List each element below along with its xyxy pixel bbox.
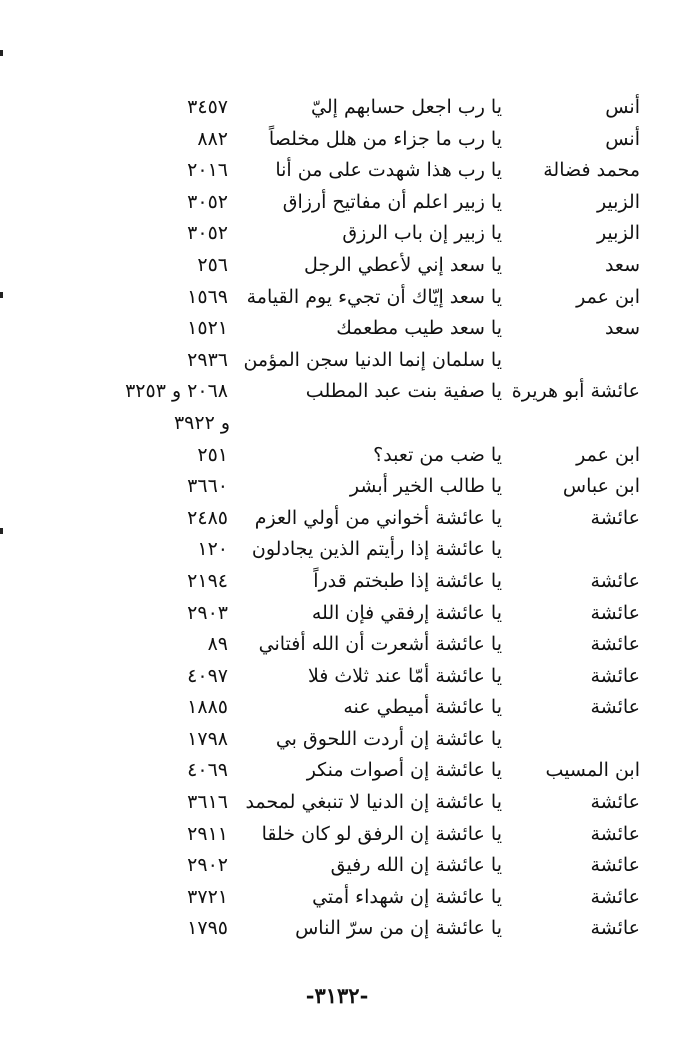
hadith-number: ١٧٩٥ — [187, 917, 228, 940]
narrator-name: عائشة — [590, 791, 640, 814]
index-row — [0, 913, 674, 945]
index-row — [0, 471, 674, 503]
hadith-opening: يا عائشة إن أردت اللحوق بي — [275, 727, 502, 750]
narrator-name: أنس — [605, 96, 640, 118]
hadith-number: ٨٨٢ — [197, 127, 228, 150]
hadith-number: ٣٧٢١ — [187, 885, 228, 908]
hadith-number: و ٣٩٢٢ — [173, 411, 230, 434]
hadith-number: ٢٠١٦ — [187, 159, 228, 182]
hadith-opening: يا عائشة إذا رأيتم الذين يجادلون — [251, 538, 502, 561]
hadith-number: ١٥٦٩ — [187, 285, 228, 308]
hadith-number: ٢٠٦٨ و ٣٢٥٣ — [125, 380, 228, 403]
hadith-number: ١٢٠ — [197, 538, 228, 561]
hadith-opening: يا سلمان إنما الدنيا سجن المؤمن — [243, 348, 502, 371]
hadith-opening: يا زبير اعلم أن مفاتيح أرزاق — [282, 190, 502, 213]
index-table — [0, 92, 674, 945]
narrator-name: عائشة — [590, 854, 640, 877]
narrator-name: عائشة — [590, 633, 640, 656]
narrator-name: عائشة — [590, 664, 640, 687]
index-row — [0, 661, 674, 693]
hadith-number: ٣٦١٦ — [187, 791, 228, 814]
hadith-number: ١٨٨٥ — [187, 696, 228, 719]
hadith-opening: يا عائشة إن من سرّ الناس — [295, 917, 502, 940]
hadith-opening: يا عائشة أخواني من أولي العزم — [254, 506, 502, 529]
hadith-opening: يا عائشة أمّا عند ثلاث فلا — [307, 664, 502, 687]
index-row — [0, 187, 674, 219]
index-row — [0, 250, 674, 282]
narrator-name: عائشة — [590, 601, 640, 624]
narrator-name: ابن عمر — [576, 443, 640, 466]
hadith-number: ٢٩٣٦ — [187, 348, 228, 371]
hadith-number: ٢٩٠٢ — [187, 854, 228, 877]
hadith-opening: يا سعد إيّاك أن تجيء يوم القيامة — [246, 285, 502, 308]
index-row — [0, 313, 674, 345]
narrator-name: ابن المسيب — [545, 759, 640, 782]
index-row — [0, 534, 674, 566]
hadith-opening: يا عائشة إرفقي فإن الله — [311, 601, 502, 624]
index-row — [0, 692, 674, 724]
index-row — [0, 345, 674, 377]
hadith-opening: يا صفية بنت عبد المطلب — [305, 380, 502, 403]
hadith-number: ٢٩١١ — [187, 822, 228, 845]
narrator-name: عائشة — [590, 822, 640, 845]
index-row — [0, 787, 674, 819]
index-row — [0, 376, 674, 408]
index-row — [0, 503, 674, 535]
hadith-opening: يا سعد طيب مطعمك — [336, 317, 502, 340]
hadith-number: ٤٠٩٧ — [187, 664, 228, 687]
hadith-opening: يا رب ما جزاء من هلل مخلصاً — [268, 127, 502, 150]
index-row — [0, 92, 674, 124]
hadith-opening: يا عائشة إن الرفق لو كان خلقا — [261, 822, 502, 845]
index-row — [0, 755, 674, 787]
index-row — [0, 155, 674, 187]
hadith-opening: يا عائشة إن أصوات منكر — [306, 759, 502, 782]
hadith-opening: يا رب هذا شهدت على من أنا — [275, 159, 502, 182]
hadith-number: ٣٠٥٢ — [187, 190, 228, 213]
hadith-opening: يا ضب من تعبد؟ — [373, 443, 502, 466]
hadith-number: ١٧٩٨ — [187, 727, 228, 750]
hadith-opening: يا عائشة أشعرت أن الله أفتاني — [258, 633, 502, 656]
hadith-opening: يا زبير إن باب الرزق — [342, 222, 502, 245]
hadith-number: ٤٠٦٩ — [187, 759, 228, 782]
index-row — [0, 408, 674, 440]
index-row — [0, 819, 674, 851]
index-row — [0, 882, 674, 914]
narrator-name: سعد — [604, 253, 640, 276]
index-row — [0, 440, 674, 472]
hadith-opening: يا سعد إني لأعطي الرجل — [304, 253, 502, 276]
page-number: -٣١٣٢- — [305, 983, 369, 1008]
index-row — [0, 218, 674, 250]
hadith-opening: يا عائشة إن شهداء أمتي — [312, 885, 502, 908]
narrator-name: عائشة — [590, 917, 640, 940]
index-row — [0, 566, 674, 598]
hadith-opening: يا عائشة إن الله رفيق — [330, 854, 502, 877]
index-row — [0, 124, 674, 156]
hadith-number: ٢٤٨٥ — [187, 506, 228, 529]
index-row — [0, 724, 674, 756]
narrator-name: محمد فضالة — [543, 159, 640, 182]
narrator-name: سعد — [604, 317, 640, 340]
narrator-name: ابن عباس — [562, 475, 640, 498]
hadith-number: ٢٥٦ — [197, 253, 228, 276]
index-row — [0, 850, 674, 882]
index-row — [0, 282, 674, 314]
narrator-name: أنس — [605, 127, 640, 150]
margin-mark — [0, 50, 3, 56]
hadith-number: ٢١٩٤ — [187, 569, 228, 592]
index-row — [0, 629, 674, 661]
narrator-name: ابن عمر — [576, 285, 640, 308]
hadith-number: ١٥٢١ — [187, 317, 228, 340]
hadith-opening: يا رب اجعل حسابهم إليّ — [311, 96, 502, 118]
narrator-name: عائشة — [590, 885, 640, 908]
hadith-number: ٣٦٦٠ — [187, 475, 228, 498]
narrator-name: الزبير — [596, 222, 640, 245]
narrator-name: عائشة أبو هريرة — [511, 380, 640, 403]
narrator-name: الزبير — [596, 190, 640, 213]
hadith-opening: يا عائشة أميطي عنه — [343, 696, 502, 719]
index-row — [0, 598, 674, 630]
hadith-opening: يا عائشة إذا طبختم قدراً — [313, 569, 502, 592]
hadith-number: ٨٩ — [207, 633, 228, 656]
narrator-name: عائشة — [590, 696, 640, 719]
hadith-opening: يا عائشة إن الدنيا لا تنبغي لمحمد — [245, 791, 502, 814]
hadith-number: ٣٤٥٧ — [187, 96, 228, 118]
hadith-number: ٣٠٥٢ — [187, 222, 228, 245]
narrator-name: عائشة — [590, 569, 640, 592]
hadith-opening: يا طالب الخير أبشر — [349, 475, 502, 498]
hadith-number: ٢٥١ — [197, 443, 228, 466]
narrator-name: عائشة — [590, 506, 640, 529]
hadith-number: ٢٩٠٣ — [187, 601, 228, 624]
